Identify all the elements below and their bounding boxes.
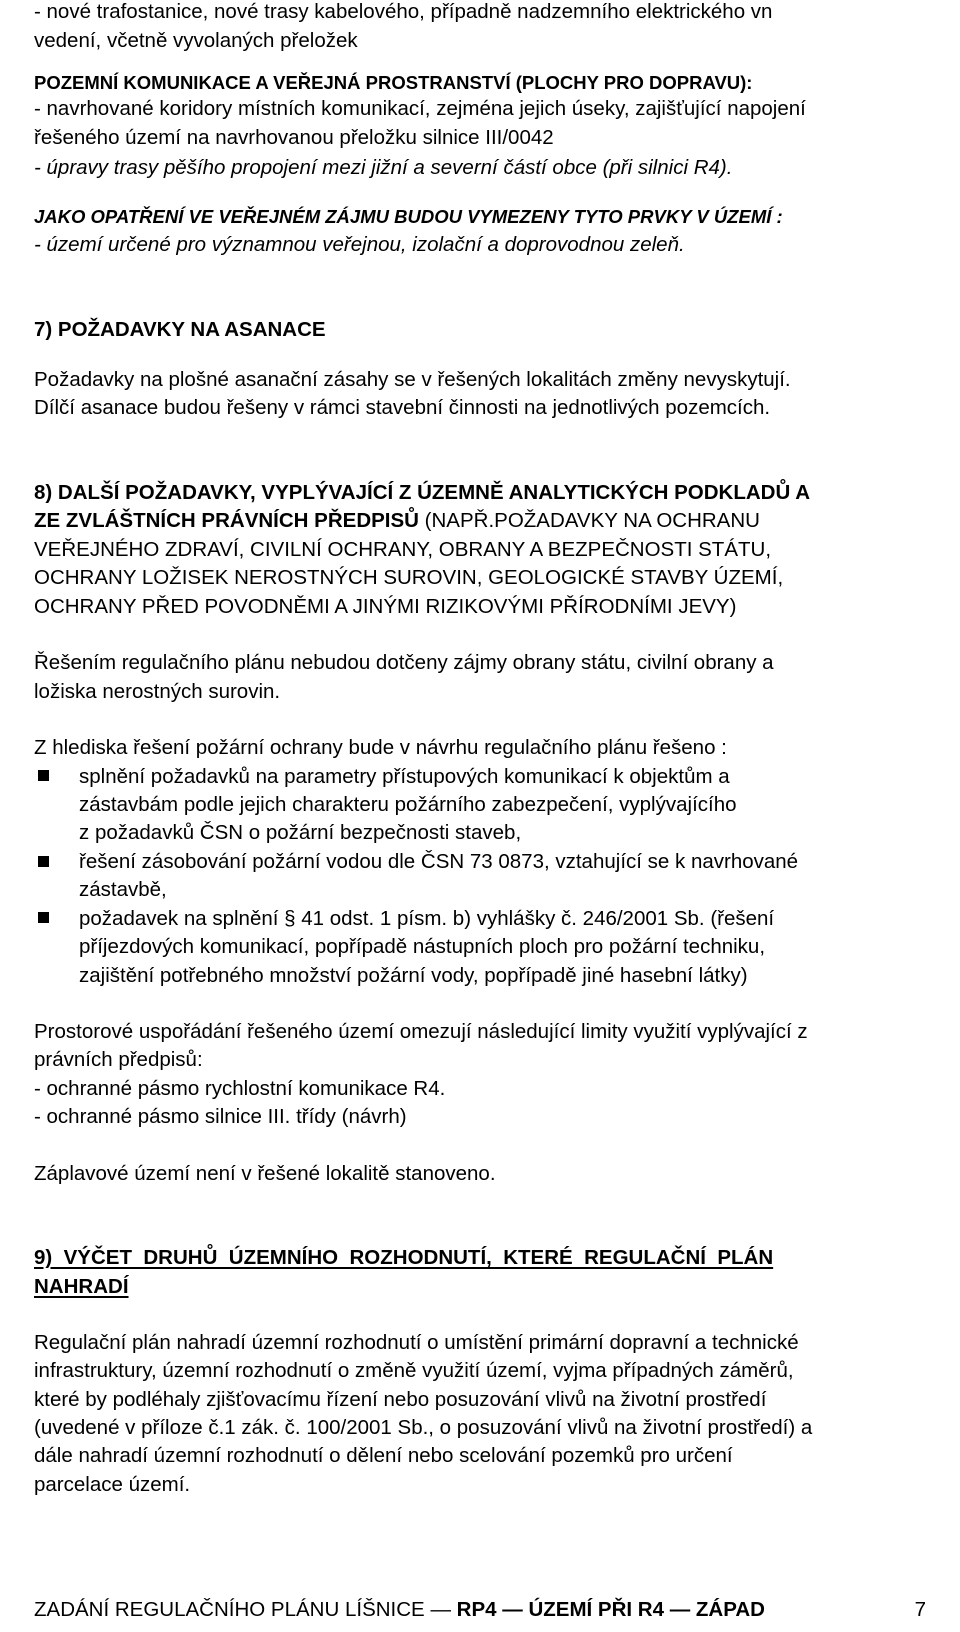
bullet1-line-2: zástavbám podle jejich charakteru požárního zabezpečení, vyplývajícího <box>79 793 737 816</box>
bullet-square-icon <box>38 770 49 781</box>
public-space-line-3: - úpravy trasy pěšího propojení mezi jižní a severní částí obce (při silnici R4). <box>34 156 733 179</box>
section9-para-line-3: které by podléhaly zjišťovacímu řízení nebo posuzování vlivů na životní prostředí <box>34 1388 767 1411</box>
footer-left: ZADÁNÍ REGULAČNÍHO PLÁNU LÍŠNICE <box>34 1598 425 1621</box>
section7-heading: 7) POŽADAVKY NA ASANACE <box>34 318 326 341</box>
footer-dash: — <box>430 1598 451 1621</box>
footer-dash: — <box>502 1598 523 1621</box>
fire-intro: Z hlediska řešení požární ochrany bude v návrhu regulačního plánu řešeno : <box>34 736 727 759</box>
footer-west: ZÁPAD <box>695 1598 765 1621</box>
bullet-square-icon <box>38 856 49 867</box>
section8-heading-line-4: OCHRANY LOŽISEK NEROSTNÝCH SUROVIN, GEOLOGICKÉ STAVBY ÚZEMÍ, <box>34 566 784 589</box>
public-space-line-1: - navrhované koridory místních komunikací, zejména jejich úseky, zajišťující napojení <box>34 97 806 120</box>
section8-heading-rest: (NAPŘ.POŽADAVKY NA OCHRANU <box>418 509 760 532</box>
footer-dash: — <box>669 1598 691 1621</box>
limits-line-2: právních předpisů: <box>34 1048 203 1071</box>
public-interest-line: - území určené pro významnou veřejnou, izolační a doprovodnou zeleň. <box>34 233 685 256</box>
section9-heading-line-1: 9) VÝČET DRUHŮ ÚZEMNÍHO ROZHODNUTÍ, KTERÉ REGULAČNÍ PLÁN <box>34 1246 774 1269</box>
section9-para-line-2: infrastruktury, územní rozhodnutí o změně využití území, vyjma případných záměrů, <box>34 1359 794 1382</box>
public-interest-heading: JAKO OPATŘENÍ VE VEŘEJNÉM ZÁJMU BUDOU VYMEZENY TYTO PRVKY V ÚZEMÍ : <box>34 206 783 227</box>
footer-rp: RP4 <box>456 1598 497 1621</box>
bullet3-line-3: zajištění potřebného množství požární vody, popřípadě jiné hasební látky) <box>79 964 748 987</box>
bullet3-line-1: požadavek na splnění § 41 odst. 1 písm. b) vyhlášky č. 246/2001 Sb. (řešení <box>79 907 775 930</box>
flood-line: Záplavové území není v řešené lokalitě stanoveno. <box>34 1162 496 1185</box>
intro-line-2: vedení, včetně vyvolaných přeložek <box>34 29 358 52</box>
bullet1-line-3: z požadavků ČSN o požární bezpečnosti staveb, <box>79 821 522 844</box>
section7-line-2: Dílčí asanace budou řešeny v rámci stavební činnosti na jednotlivých pozemcích. <box>34 396 771 419</box>
section9-para-line-5: dále nahradí územní rozhodnutí o dělení nebo scelování pozemků pro určení <box>34 1444 733 1467</box>
bullet3-line-2: příjezdových komunikací, popřípadě nástupních ploch pro požární techniku, <box>79 935 766 958</box>
section7-line-1: Požadavky na plošné asanační zásahy se v řešených lokalitách změny nevyskytují. <box>34 368 791 391</box>
page-number: 7 <box>914 1598 926 1621</box>
section9-heading-line-2: NAHRADÍ <box>34 1275 129 1298</box>
intro-line-1: - nové trafostanice, nové trasy kabelového, případně nadzemního elektrického vn <box>34 0 773 23</box>
section8-heading-line-2 <box>34 511 926 532</box>
page-footer <box>34 1598 926 1622</box>
section8-heading-line-5: OCHRANY PŘED POVODNĚMI A JINÝMI RIZIKOVÝMI PŘÍRODNÍMI JEVY) <box>34 595 737 618</box>
limits-line-4: - ochranné pásmo silnice III. třídy (návrh) <box>34 1105 407 1128</box>
defense-para-line-1: Řešením regulačního plánu nebudou dotčeny zájmy obrany státu, civilní obrany a <box>34 651 774 674</box>
footer-title <box>34 1598 765 1622</box>
section8-heading-line-3: VEŘEJNÉHO ZDRAVÍ, CIVILNÍ OCHRANY, OBRANY A BEZPEČNOSTI STÁTU, <box>34 538 772 561</box>
defense-para-line-2: ložiska nerostných surovin. <box>34 680 281 703</box>
bullet2-line-1: řešení zásobování požární vodou dle ČSN 73 0873, vztahující se k navrhované <box>79 850 799 873</box>
bullet2-line-2: zástavbě, <box>79 878 167 901</box>
bullet-square-icon <box>38 912 49 923</box>
section9-para-line-1: Regulační plán nahradí územní rozhodnutí o umístění primární dopravní a technické <box>34 1331 799 1354</box>
section9-para-line-4: (uvedené v příloze č.1 zák. č. 100/2001 Sb., o posuzování vlivů na životní prostředí) a <box>34 1416 813 1439</box>
bullet1-line-1: splnění požadavků na parametry přístupových komunikací k objektům a <box>79 765 730 788</box>
limits-line-1: Prostorové uspořádání řešeného území omezují následující limity využití vyplývající z <box>34 1020 808 1043</box>
public-space-heading: POZEMNÍ KOMUNIKACE A VEŘEJNÁ PROSTRANSTVÍ (PLOCHY PRO DOPRAVU): <box>34 72 753 93</box>
footer-area: ÚZEMÍ PŘI R4 <box>528 1598 664 1621</box>
section9-para-line-6: parcelace území. <box>34 1473 191 1496</box>
section8-heading-bold: ZE ZVLÁŠTNÍCH PRÁVNÍCH PŘEDPISŮ <box>34 509 419 532</box>
public-space-line-2: řešeného území na navrhovanou přeložku silnice III/0042 <box>34 126 554 149</box>
section8-heading-line-1: 8) DALŠÍ POŽADAVKY, VYPLÝVAJÍCÍ Z ÚZEMNĚ ANALYTICKÝCH PODKLADŮ A <box>34 481 811 504</box>
limits-line-3: - ochranné pásmo rychlostní komunikace R4. <box>34 1077 446 1100</box>
